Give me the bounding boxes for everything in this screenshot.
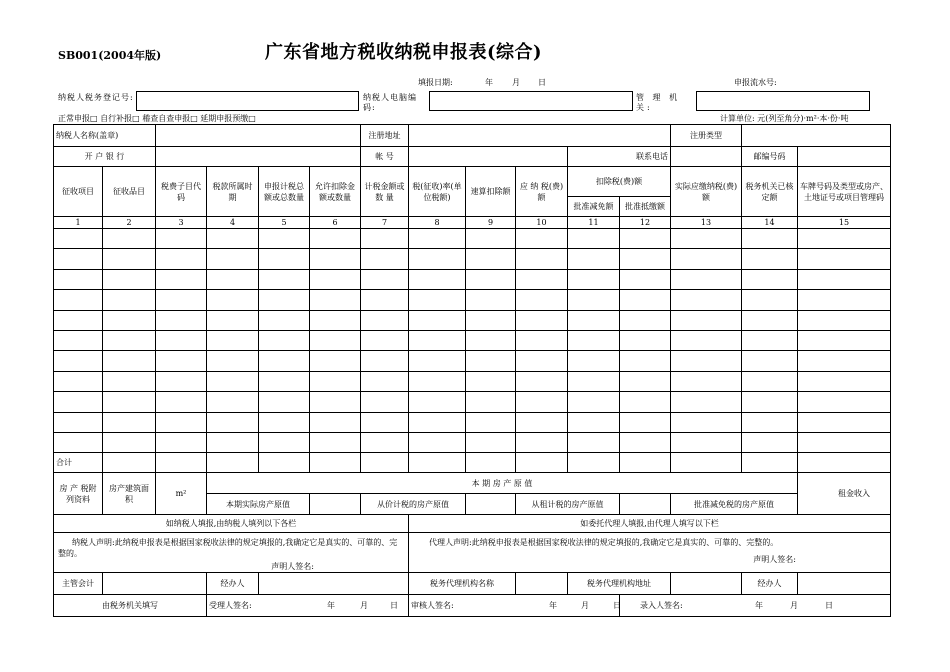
col-header-8: 税(征收)率(单位税额) [409,167,466,217]
table-cell[interactable] [671,392,742,412]
table-cell[interactable] [409,330,466,350]
agent-sign-label: 声明人签名: [753,555,796,565]
entry-month: 月 [790,601,798,611]
table-cell[interactable] [671,351,742,371]
reg-type-input[interactable] [742,125,891,147]
table-cell[interactable] [103,310,156,330]
table-cell[interactable] [409,351,466,371]
self-head: 如纳税人填报,由纳税人填列以下各栏 [54,515,409,533]
table-cell[interactable] [259,371,310,391]
col-number: 5 [259,217,310,229]
table-row [54,392,891,412]
table-cell[interactable] [568,392,620,412]
handler-label: 经办人 [207,573,259,595]
table-cell[interactable] [361,269,409,289]
table-cell[interactable] [310,432,361,452]
fill-date-label: 填报日期: [418,78,453,87]
col-header-10: 应 纳 税(费)额 [516,167,568,217]
fill-date-day: 日 [538,78,546,87]
table-cell[interactable] [409,229,466,249]
table-cell[interactable] [156,249,207,269]
total-cell[interactable] [620,453,671,473]
table-cell[interactable] [620,412,671,432]
self-statement: 纳税人声明:此纳税申报表是根据国家税收法律的规定填报的,我确定它是真实的、可靠的、完整的。 [58,538,398,559]
reviewer-year: 年 [549,601,557,611]
table-cell[interactable] [742,371,798,391]
table-cell[interactable] [54,249,103,269]
serial-label: 申报流水号: [734,78,777,87]
table-cell[interactable] [516,412,568,432]
account-input[interactable] [409,147,568,167]
table-cell[interactable] [516,269,568,289]
table-cell[interactable] [361,330,409,350]
table-cell[interactable] [620,310,671,330]
col-header-4: 税款所属时 期 [207,167,259,217]
entry-label: 录入人签名: [640,601,683,611]
table-cell[interactable] [207,371,259,391]
table-cell[interactable] [103,351,156,371]
col-header-9: 速算扣除额 [466,167,516,217]
total-cell[interactable] [361,453,409,473]
col-header-15: 车牌号码及类型或房产、土地证号或项目管理码 [798,167,891,217]
table-cell[interactable] [671,269,742,289]
table-cell[interactable] [310,249,361,269]
table-cell[interactable] [259,290,310,310]
col-header-6: 允许扣除金额或数量 [310,167,361,217]
table-cell[interactable] [156,330,207,350]
postcode-input[interactable] [798,147,891,167]
table-cell[interactable] [742,432,798,452]
col-number: 2 [103,217,156,229]
col-header-13: 实际应缴纳税(费)额 [671,167,742,217]
table-cell[interactable] [568,371,620,391]
table-cell[interactable] [671,290,742,310]
total-cell[interactable] [156,453,207,473]
accountant-label: 主管会计 [54,573,103,595]
taxpayer-pc-input[interactable] [429,91,633,111]
table-cell[interactable] [409,432,466,452]
table-cell[interactable] [310,412,361,432]
total-cell[interactable] [742,453,798,473]
table-cell[interactable] [54,229,103,249]
col-header-3: 税费子目代 码 [156,167,207,217]
table-cell[interactable] [103,392,156,412]
table-cell[interactable] [156,432,207,452]
table-cell[interactable] [259,229,310,249]
table-cell[interactable] [207,290,259,310]
col-number: 3 [156,217,207,229]
form-code: SB001(2004年版) [58,49,162,62]
reviewer-cell[interactable] [409,595,620,617]
table-cell[interactable] [361,229,409,249]
table-cell[interactable] [798,290,891,310]
total-label: 合计 [54,453,103,473]
bank-input[interactable] [156,147,361,167]
declaration-table [53,124,891,617]
table-cell[interactable] [54,330,103,350]
table-cell[interactable] [568,412,620,432]
total-cell[interactable] [516,453,568,473]
exempt-value-label: 批准减免税的房产原值 [671,494,798,515]
table-cell[interactable] [103,330,156,350]
table-cell[interactable] [466,310,516,330]
table-cell[interactable] [671,310,742,330]
table-cell[interactable] [620,432,671,452]
taxpayer-reg-label: 纳税人税务登记号: [58,93,134,102]
table-cell[interactable] [568,351,620,371]
table-cell[interactable] [516,371,568,391]
entry-cell[interactable] [620,595,891,617]
table-cell[interactable] [620,290,671,310]
table-cell[interactable] [54,412,103,432]
phone-input[interactable] [671,147,742,167]
table-cell[interactable] [310,330,361,350]
table-cell[interactable] [409,310,466,330]
table-cell[interactable] [568,290,620,310]
table-cell[interactable] [207,310,259,330]
tax-authority-label: 管 理 机 关: [636,93,681,112]
col-number-row [54,217,891,229]
col-number: 1 [54,217,103,229]
table-cell[interactable] [516,432,568,452]
table-cell[interactable] [742,249,798,269]
table-cell[interactable] [207,392,259,412]
table-row [54,290,891,310]
agency-addr-input[interactable] [671,573,742,595]
table-cell[interactable] [54,269,103,289]
table-cell[interactable] [361,290,409,310]
actual-value-input[interactable] [310,494,361,515]
accountant-input[interactable] [103,573,207,595]
table-cell[interactable] [466,432,516,452]
table-cell[interactable] [516,229,568,249]
table-row [54,249,891,269]
table-cell[interactable] [103,249,156,269]
table-cell[interactable] [466,371,516,391]
table-row [54,412,891,432]
table-cell[interactable] [361,249,409,269]
col-header-deduct: 扣除税(费)额 [568,167,671,197]
actual-value-label: 本期实际房产原值 [207,494,310,515]
reviewer-month: 月 [581,601,589,611]
table-row [54,351,891,371]
property-label: 房 产 税附列资料 [54,473,103,515]
table-cell[interactable] [361,351,409,371]
table-cell[interactable] [568,269,620,289]
table-row [54,310,891,330]
table-cell[interactable] [310,371,361,391]
tax-authority-input[interactable] [696,91,870,111]
table-cell[interactable] [54,351,103,371]
table-cell[interactable] [54,310,103,330]
table-cell[interactable] [798,412,891,432]
table-cell[interactable] [466,290,516,310]
name-label: 纳税人名称(盖章) [54,125,156,147]
table-cell[interactable] [798,432,891,452]
table-cell[interactable] [671,330,742,350]
table-cell[interactable] [259,392,310,412]
table-cell[interactable] [742,330,798,350]
table-cell[interactable] [671,432,742,452]
table-cell[interactable] [409,269,466,289]
total-cell[interactable] [103,453,156,473]
table-cell[interactable] [156,412,207,432]
by-rent-input[interactable] [620,494,671,515]
bank-label: 开 户 银 行 [54,147,156,167]
entry-day: 日 [825,601,833,611]
table-cell[interactable] [466,229,516,249]
table-cell[interactable] [466,330,516,350]
col-number: 6 [310,217,361,229]
table-cell[interactable] [466,269,516,289]
table-cell[interactable] [742,269,798,289]
col-number: 12 [620,217,671,229]
table-cell[interactable] [259,330,310,350]
by-value-label: 从价计税的房产原值 [361,494,466,515]
col-number: 11 [568,217,620,229]
table-cell[interactable] [310,310,361,330]
table-cell[interactable] [54,371,103,391]
table-cell[interactable] [568,229,620,249]
table-cell[interactable] [409,249,466,269]
table-cell[interactable] [156,290,207,310]
table-cell[interactable] [620,330,671,350]
table-cell[interactable] [156,392,207,412]
table-cell[interactable] [310,229,361,249]
table-cell[interactable] [568,310,620,330]
receiver-month: 月 [360,601,368,611]
table-cell[interactable] [409,290,466,310]
table-cell[interactable] [620,351,671,371]
agency-name-input[interactable] [516,573,568,595]
table-cell[interactable] [103,269,156,289]
col-number: 7 [361,217,409,229]
property-value-label: 本 期 房 产 原 值 [207,473,798,494]
table-cell[interactable] [409,371,466,391]
table-cell[interactable] [156,310,207,330]
agency-name-label: 税务代理机构名称 [409,573,516,595]
table-cell[interactable] [259,310,310,330]
table-cell[interactable] [620,249,671,269]
handler-input[interactable] [259,573,409,595]
table-cell[interactable] [361,412,409,432]
table-cell[interactable] [568,249,620,269]
table-cell[interactable] [516,249,568,269]
table-cell[interactable] [103,229,156,249]
table-cell[interactable] [671,229,742,249]
table-cell[interactable] [207,351,259,371]
table-cell[interactable] [516,310,568,330]
col-number: 8 [409,217,466,229]
by-value-input[interactable] [466,494,516,515]
table-cell[interactable] [671,412,742,432]
account-label: 帐 号 [361,147,409,167]
table-cell[interactable] [742,229,798,249]
col-number: 10 [516,217,568,229]
table-cell[interactable] [798,351,891,371]
reviewer-day: 日 [613,601,621,611]
col-header-5: 申报计税总额或总数量 [259,167,310,217]
col-header-1: 征收项目 [54,167,103,217]
table-cell[interactable] [516,290,568,310]
table-cell[interactable] [568,330,620,350]
table-row [54,269,891,289]
table-cell[interactable] [516,330,568,350]
property-area-unit: m² [156,473,207,515]
table-cell[interactable] [310,351,361,371]
total-cell[interactable] [259,453,310,473]
table-cell[interactable] [207,249,259,269]
table-cell[interactable] [207,412,259,432]
col-number: 15 [798,217,891,229]
table-cell[interactable] [361,310,409,330]
col-number: 9 [466,217,516,229]
table-cell[interactable] [207,432,259,452]
handler2-input[interactable] [798,573,891,595]
handler2-label: 经办人 [742,573,798,595]
table-cell[interactable] [310,392,361,412]
table-cell[interactable] [54,290,103,310]
reg-type-label: 注册类型 [671,125,742,147]
data-rows [54,229,891,453]
fill-date-year: 年 [485,78,493,87]
total-cell[interactable] [409,453,466,473]
col-header-2: 征收品目 [103,167,156,217]
receiver-year: 年 [327,601,335,611]
total-cell[interactable] [798,453,891,473]
entry-year: 年 [755,601,763,611]
table-cell[interactable] [742,392,798,412]
table-cell[interactable] [798,392,891,412]
property-area-label: 房产建筑面 积 [103,473,156,515]
table-cell[interactable] [361,371,409,391]
unit-label: 计算单位: 元(列至角分)·m²·本·份·吨 [720,114,849,123]
total-cell[interactable] [310,453,361,473]
table-row [54,371,891,391]
table-cell[interactable] [259,412,310,432]
receiver-day: 日 [390,601,398,611]
office-use-label: 由税务机关填写 [54,595,207,617]
col-number: 14 [742,217,798,229]
table-cell[interactable] [409,392,466,412]
self-sign-label: 声明人签名: [271,562,314,572]
total-cell[interactable] [466,453,516,473]
col-header-12: 批准抵缴额 [620,197,671,217]
table-cell[interactable] [156,351,207,371]
declare-type-options[interactable]: 正常申报□ 自行补报□ 稽查自查申报□ 延期申报预缴□ [58,114,256,123]
table-cell[interactable] [103,432,156,452]
table-cell[interactable] [54,432,103,452]
table-cell[interactable] [156,371,207,391]
table-cell[interactable] [466,351,516,371]
table-row [54,229,891,249]
receiver-cell[interactable] [207,595,409,617]
table-row [54,432,891,452]
table-cell[interactable] [361,432,409,452]
table-cell[interactable] [620,371,671,391]
rent-label: 租金收入 [798,473,891,515]
table-cell[interactable] [798,310,891,330]
table-cell[interactable] [798,371,891,391]
reg-address-input[interactable] [409,125,671,147]
table-cell[interactable] [568,432,620,452]
table-cell[interactable] [798,249,891,269]
table-cell[interactable] [156,269,207,289]
table-cell[interactable] [259,269,310,289]
col-number: 13 [671,217,742,229]
reg-address-label: 注册地址 [361,125,409,147]
table-cell[interactable] [516,351,568,371]
taxpayer-reg-input[interactable] [136,91,359,111]
reviewer-label: 审核人签名: [411,601,454,611]
table-cell[interactable] [310,269,361,289]
by-rent-label: 从租计税的房产原值 [516,494,620,515]
table-cell[interactable] [742,412,798,432]
table-cell[interactable] [671,371,742,391]
table-cell[interactable] [798,330,891,350]
table-cell[interactable] [259,249,310,269]
table-cell[interactable] [620,229,671,249]
table-row [54,330,891,350]
agent-statement: 代理人声明:此纳税申报表是根据国家税收法律的规定填报的,我确定它是真实的、可靠的、完整的。 [429,538,779,548]
table-cell[interactable] [310,290,361,310]
table-cell[interactable] [742,310,798,330]
table-cell[interactable] [671,249,742,269]
taxpayer-pc-label: 纳税人电脑编码: [363,93,417,112]
table-cell[interactable] [103,371,156,391]
table-cell[interactable] [259,351,310,371]
table-cell[interactable] [620,269,671,289]
phone-label: 联系电话 [568,147,671,167]
page-title: 广东省地方税收纳税申报表(综合) [265,42,543,63]
total-cell[interactable] [568,453,620,473]
total-cell[interactable] [207,453,259,473]
table-cell[interactable] [207,330,259,350]
table-cell[interactable] [409,412,466,432]
table-cell[interactable] [742,351,798,371]
col-header-7: 计税金额或 数 量 [361,167,409,217]
table-cell[interactable] [103,412,156,432]
fill-date-month: 月 [512,78,520,87]
table-cell[interactable] [798,269,891,289]
table-cell[interactable] [207,269,259,289]
table-cell[interactable] [466,249,516,269]
agency-addr-label: 税务代理机构地址 [568,573,671,595]
col-number: 4 [207,217,259,229]
receiver-label: 受理人签名: [209,601,252,611]
agent-head: 如委托代理人填报,由代理人填写以下栏 [409,515,891,533]
postcode-label: 邮编号码 [742,147,798,167]
name-input[interactable] [156,125,361,147]
table-cell[interactable] [259,432,310,452]
table-cell[interactable] [798,229,891,249]
table-cell[interactable] [466,392,516,412]
table-cell[interactable] [466,412,516,432]
table-cell[interactable] [620,392,671,412]
table-cell[interactable] [742,290,798,310]
table-cell[interactable] [54,392,103,412]
col-header-14: 税务机关已核定额 [742,167,798,217]
table-cell[interactable] [207,229,259,249]
table-cell[interactable] [103,290,156,310]
table-cell[interactable] [156,229,207,249]
col-header-11: 批准减免额 [568,197,620,217]
table-cell[interactable] [361,392,409,412]
total-cell[interactable] [671,453,742,473]
table-cell[interactable] [516,392,568,412]
